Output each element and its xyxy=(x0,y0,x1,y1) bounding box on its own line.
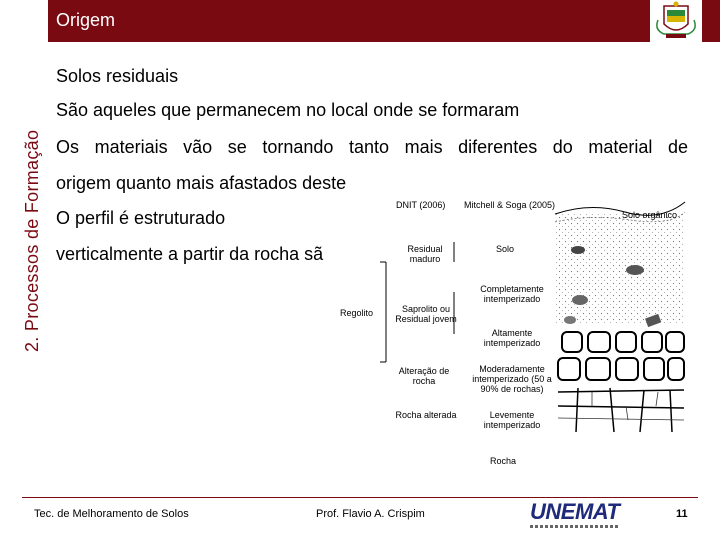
diagram-mitchell-level: Completamente intemperizado xyxy=(480,284,544,304)
footer-divider xyxy=(22,497,698,498)
section-title: 2. Processos de Formação xyxy=(22,129,42,352)
soil-profile-diagram xyxy=(330,192,690,472)
page-number: 11 xyxy=(676,508,688,520)
header-bar xyxy=(48,0,720,42)
word: se xyxy=(227,137,247,157)
text-line-2 xyxy=(56,137,688,158)
logo-underline xyxy=(530,525,618,528)
word: tanto xyxy=(348,137,390,157)
unemat-logo xyxy=(530,499,618,537)
word: diferentes xyxy=(458,137,538,157)
word: do xyxy=(552,137,573,157)
text-line-5: verticalmente a partir da rocha sã xyxy=(56,244,324,264)
diagram-col-mitchell: Mitchell & Soga (2005) xyxy=(464,200,556,210)
page-title: Origem xyxy=(56,10,116,30)
word: mais xyxy=(404,137,443,157)
word: tornando xyxy=(262,137,334,157)
word: vão xyxy=(183,137,213,157)
word: Os xyxy=(56,137,80,157)
diagram-mitchell-level: Solo xyxy=(496,244,515,254)
diagram-regolito: Regolito xyxy=(340,308,374,318)
text-line-3: origem quanto mais afastados deste xyxy=(56,173,347,193)
word: materiais xyxy=(94,137,168,157)
diagram-col-dnit: DNIT (2006) xyxy=(396,200,446,210)
diagram-dnit-level: Alteração de rocha xyxy=(398,366,450,386)
diagram-mitchell-level: Moderadamente intemperizado (50 a 90% de rochas) xyxy=(472,364,552,394)
diagram-dnit-level: Residual maduro xyxy=(407,244,443,264)
footer-course: Tec. de Melhoramento de Solos xyxy=(34,508,189,520)
diagram-mitchell-level: Altamente intemperizado xyxy=(483,328,541,348)
diagram-solo-organico: Solo orgânico xyxy=(622,210,678,220)
word: material xyxy=(588,137,653,157)
crest-logo xyxy=(650,0,702,42)
footer-professor: Prof. Flavio A. Crispim xyxy=(316,508,425,520)
text-line-1: São aqueles que permanecem no local onde se formaram xyxy=(56,100,520,120)
diagram-dnit-level: Saprolito ou Residual jovem xyxy=(395,304,457,324)
diagram-dnit-level: Rocha alterada xyxy=(395,410,457,420)
subheading: Solos residuais xyxy=(56,66,179,86)
text-line-4: O perfil é estruturado xyxy=(56,208,226,228)
word: de xyxy=(667,137,688,157)
unemat-logo-text: UNEMAT xyxy=(530,499,620,524)
diagram-mitchell-level: Levemente intemperizado xyxy=(483,410,541,430)
diagram-mitchell-level: Rocha xyxy=(490,456,517,466)
crest-icon xyxy=(650,0,702,42)
